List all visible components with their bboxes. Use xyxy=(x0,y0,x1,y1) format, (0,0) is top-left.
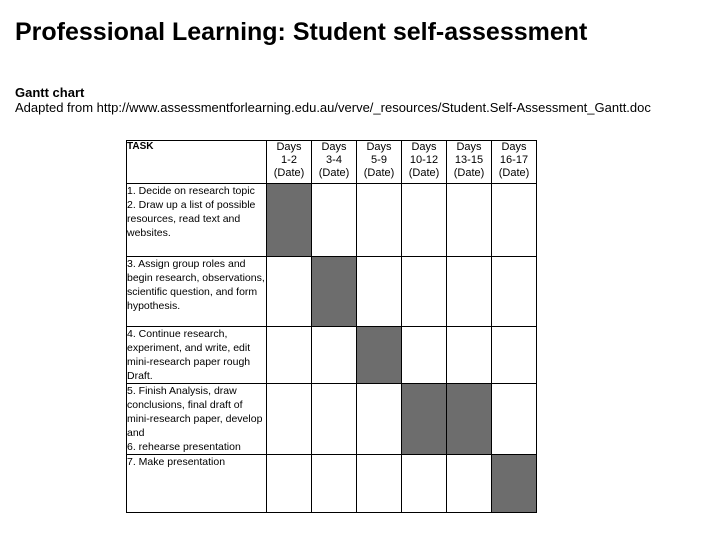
empty-cell xyxy=(447,455,492,513)
day-header-line2: 5-9 xyxy=(371,154,387,166)
empty-cell xyxy=(402,184,447,257)
empty-cell xyxy=(357,184,402,257)
day-column-header xyxy=(402,141,447,184)
day-header-line3: (Date) xyxy=(363,167,395,179)
empty-cell xyxy=(312,455,357,513)
gantt-bar-cell xyxy=(267,184,312,257)
empty-cell xyxy=(357,455,402,513)
task-cell: 5. Finish Analysis, draw conclusions, final draft of mini-research paper, develop and 6. rehearse presentation xyxy=(127,384,267,455)
task-cell: 3. Assign group roles and begin research, observations, scientific question, and form hypothesis. xyxy=(127,257,267,327)
day-column-header xyxy=(447,141,492,184)
empty-cell xyxy=(492,384,537,455)
task-cell: 4. Continue research, experiment, and write, edit mini-research paper rough Draft. xyxy=(127,327,267,384)
empty-cell xyxy=(312,327,357,384)
empty-cell xyxy=(492,257,537,327)
table-row xyxy=(127,455,537,513)
day-header-line3: (Date) xyxy=(453,167,485,179)
day-header-line2: 1-2 xyxy=(281,154,297,166)
empty-cell xyxy=(357,257,402,327)
day-header-line1: Days xyxy=(276,141,302,153)
table-row xyxy=(127,184,537,257)
task-cell: 7. Make presentation xyxy=(127,455,267,513)
day-column-header xyxy=(357,141,402,184)
empty-cell xyxy=(492,327,537,384)
day-header-line1: Days xyxy=(321,141,347,153)
empty-cell xyxy=(267,455,312,513)
page-title: Professional Learning: Student self-assessment xyxy=(15,18,588,46)
empty-cell xyxy=(447,257,492,327)
empty-cell xyxy=(312,184,357,257)
gantt-bar-cell xyxy=(402,384,447,455)
gantt-header-row xyxy=(127,141,537,184)
day-column-header xyxy=(267,141,312,184)
empty-cell xyxy=(447,184,492,257)
day-header-line2: 13-15 xyxy=(454,154,484,166)
day-header-line3: (Date) xyxy=(318,167,350,179)
page-subtitle: Gantt chart xyxy=(15,85,85,100)
table-row xyxy=(127,384,537,455)
task-cell: 1. Decide on research topic 2. Draw up a list of possible resources, read text and websites. xyxy=(127,184,267,257)
empty-cell xyxy=(267,257,312,327)
day-header-line3: (Date) xyxy=(273,167,305,179)
table-row xyxy=(127,257,537,327)
empty-cell xyxy=(357,384,402,455)
day-header-line1: Days xyxy=(411,141,437,153)
task-column-header: TASK xyxy=(127,141,267,184)
empty-cell xyxy=(402,327,447,384)
day-header-line1: Days xyxy=(501,141,527,153)
day-column-header xyxy=(312,141,357,184)
empty-cell xyxy=(402,455,447,513)
gantt-bar-cell xyxy=(357,327,402,384)
day-column-header xyxy=(492,141,537,184)
day-header-line3: (Date) xyxy=(408,167,440,179)
empty-cell xyxy=(267,327,312,384)
day-header-line2: 16-17 xyxy=(499,154,529,166)
day-header-line1: Days xyxy=(366,141,392,153)
day-header-line1: Days xyxy=(456,141,482,153)
empty-cell xyxy=(402,257,447,327)
gantt-bar-cell xyxy=(312,257,357,327)
empty-cell xyxy=(447,327,492,384)
day-header-line2: 3-4 xyxy=(326,154,342,166)
day-header-line3: (Date) xyxy=(498,167,530,179)
source-note: Adapted from http://www.assessmentforlearning.edu.au/verve/_resources/Student.Self-Assessment_Gantt.doc xyxy=(15,100,651,115)
gantt-bar-cell xyxy=(447,384,492,455)
empty-cell xyxy=(312,384,357,455)
empty-cell xyxy=(492,184,537,257)
gantt-bar-cell xyxy=(492,455,537,513)
day-header-line2: 10-12 xyxy=(409,154,439,166)
table-row xyxy=(127,327,537,384)
gantt-table xyxy=(126,140,537,513)
empty-cell xyxy=(267,384,312,455)
